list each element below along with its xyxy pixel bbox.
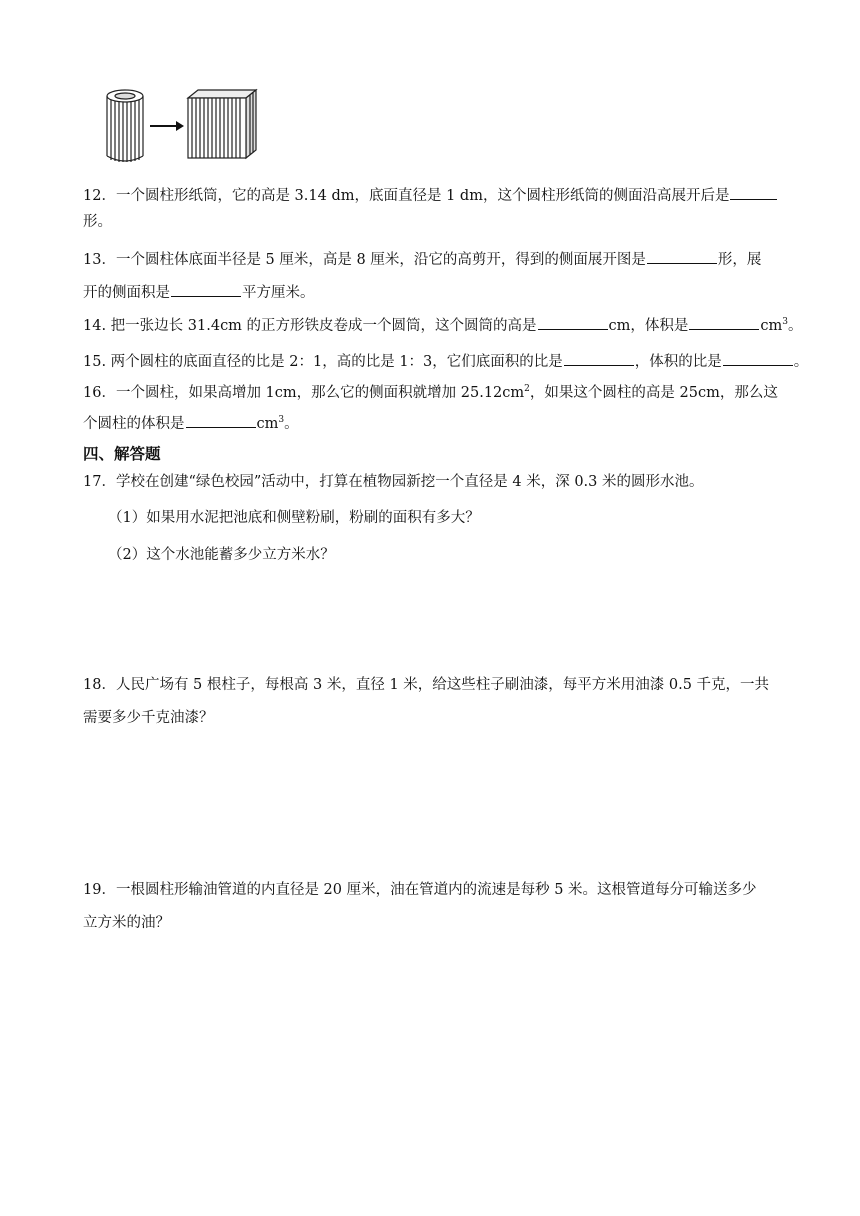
answer-blank[interactable] (647, 248, 717, 264)
question-18-line-2: 需要多少千克油漆？ (83, 710, 214, 726)
question-19-line-1: 19．一根圆柱形输油管道的内直径是 20 厘米，油在管道内的流速是每秒 5 米。这根管道每分可输送多少 (83, 882, 757, 898)
answer-blank[interactable] (171, 281, 241, 297)
question-13-text-cont: 形，展 (717, 252, 762, 268)
answer-blank[interactable] (538, 314, 608, 330)
unit-cm: cm (760, 318, 783, 334)
question-17-part-1: （1）如果用水泥把池底和侧壁粉刷，粉刷的面积有多大？ (108, 510, 480, 526)
unit-exponent: 3 (278, 415, 285, 426)
question-17-part-2: （2）这个水池能蓄多少立方米水？ (108, 547, 335, 563)
question-14-text-cont: cm，体积是 (608, 318, 689, 334)
question-13-unit: 平方厘米。 (242, 285, 315, 301)
question-17-stem: 17．学校在创建“绿色校园”活动中，打算在植物园新挖一个直径是 4 米，深 0.3 米的圆形水池。 (83, 474, 704, 490)
question-12-line-2 (83, 212, 813, 232)
question-14-line (83, 314, 813, 336)
question-13-line-2 (83, 281, 813, 303)
question-15-line (83, 350, 813, 372)
unit-exponent: 3 (782, 317, 789, 328)
question-16-line-1 (83, 383, 813, 403)
punctuation: 。 (793, 354, 809, 370)
question-13-line-1 (83, 248, 813, 270)
unit-exponent: 2 (524, 384, 530, 395)
question-13-text-line2: 开的侧面积是 (83, 285, 170, 301)
question-16-text-line2: 个圆柱的体积是 (83, 416, 185, 432)
section-heading: 四、解答题 (83, 445, 161, 463)
question-16-line-2 (83, 412, 813, 434)
answer-blank[interactable] (730, 184, 777, 200)
cylinder-to-cuboid-icon (100, 84, 260, 164)
question-12-text-cont: 形。 (83, 214, 112, 230)
cylinder-to-cuboid-figure (100, 84, 260, 164)
question-16-text: 16．一个圆柱，如果高增加 1cm，那么它的侧面积就增加 25.12cm (83, 385, 525, 401)
answer-blank[interactable] (186, 412, 256, 428)
question-14-text: 14. 把一张边长 31.4cm 的正方形铁皮卷成一个圆筒，这个圆筒的高是 (83, 318, 537, 334)
unit-cm: cm (256, 416, 279, 432)
question-19-line-2: 立方米的油？ (83, 915, 170, 931)
answer-blank[interactable] (689, 314, 759, 330)
question-13-text: 13．一个圆柱体底面半径是 5 厘米，高是 8 厘米，沿它的高剪开，得到的侧面展开图是 (83, 252, 646, 268)
question-12-line-1 (83, 184, 813, 206)
question-18-line-1: 18．人民广场有 5 根柱子，每根高 3 米，直径 1 米，给这些柱子刷油漆，每平方米用油漆 0.5 千克，一共 (83, 677, 770, 693)
question-15-text-cont: ，体积的比是 (634, 354, 722, 370)
question-12-text: 12．一个圆柱形纸筒，它的高是 3.14 dm，底面直径是 1 dm，这个圆柱形纸筒的侧面沿高展开后是 (83, 188, 730, 204)
answer-blank[interactable] (564, 350, 634, 366)
answer-blank[interactable] (723, 350, 793, 366)
punctuation: 。 (284, 416, 299, 432)
question-16-text-cont: ，如果这个圆柱的高是 25cm，那么这 (529, 385, 778, 401)
punctuation: 。 (788, 318, 803, 334)
question-15-text: 15. 两个圆柱的底面直径的比是 2：1，高的比是 1：3，它们底面积的比是 (83, 354, 563, 370)
